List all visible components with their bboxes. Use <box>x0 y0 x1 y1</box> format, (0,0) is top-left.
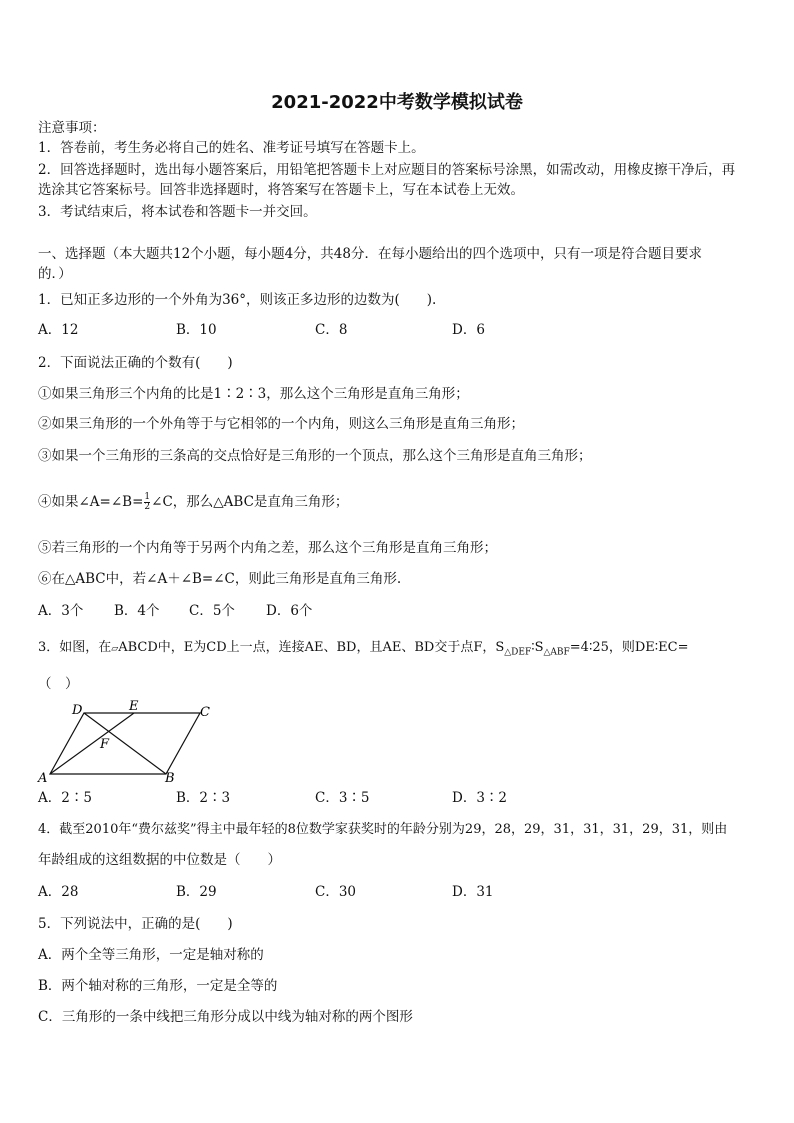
label-e: E <box>129 699 139 714</box>
q3-option-a[interactable]: A．2∶5 <box>38 790 92 806</box>
label-a: A <box>38 771 48 786</box>
q2-option-b[interactable]: B．4个 <box>114 603 160 619</box>
q3-option-c[interactable]: C．3∶5 <box>315 790 370 806</box>
q2-stem: 2．下面说法正确的个数有( ) <box>38 355 233 371</box>
segment-ae <box>50 713 134 774</box>
q2-s4-post: ∠C，那么△ABC是直角三角形； <box>151 494 349 510</box>
exam-title: 2021-2022中考数学模拟试卷 <box>271 92 523 113</box>
segment-bd <box>84 713 166 774</box>
q2-statement-5: ⑤若三角形的一个内角等于另两个内角之差，那么这个三角形是直角三角形； <box>38 540 497 556</box>
q2-options <box>38 601 738 621</box>
area-symbol-1: S <box>495 640 505 655</box>
label-c: C <box>200 705 210 720</box>
q3-stem-mid: ABCD中，E为CD上一点，连接AE、BD，且AE、BD交于点F， <box>118 640 496 655</box>
parallelogram-icon: ▱ <box>111 644 119 654</box>
q3-stem-pre: 3．如图，在 <box>38 640 112 655</box>
ratio-sep: ∶ <box>531 640 535 655</box>
notice-heading: 注意事项： <box>38 120 106 136</box>
fraction-denominator: 2 <box>144 502 151 512</box>
notice-item-3: 3．考试结束后，将本试卷和答题卡一并交回。 <box>38 204 317 220</box>
q2-option-d[interactable]: D．6个 <box>266 603 313 619</box>
q2-option-a[interactable]: A．3个 <box>38 603 84 619</box>
q3-answer-paren: （ ） <box>38 676 79 692</box>
q2-option-c[interactable]: C．5个 <box>189 603 235 619</box>
parallelogram-figure <box>34 696 224 788</box>
q1-stem: 1．已知正多边形的一个外角为36°，则该正多边形的边数为( ). <box>38 292 437 308</box>
q4-options <box>38 882 738 902</box>
q4-option-b[interactable]: B．29 <box>176 884 217 900</box>
q1-option-c[interactable]: C．8 <box>315 322 348 338</box>
q2-s4-pre: ④如果∠A=∠B= <box>38 494 144 510</box>
label-b: B <box>165 771 175 786</box>
section-heading: 一、选择题（本大题共12个小题，每小题4分，共48分．在每小题给出的四个选项中，只有一项是符合题目要求 <box>38 246 702 262</box>
notice-item-1: 1．答卷前，考生务必将自己的姓名、准考证号填写在答题卡上。 <box>38 140 425 156</box>
q1-option-d[interactable]: D．6 <box>452 322 485 338</box>
ratio-value: =4∶25 <box>569 640 609 655</box>
fraction-numerator: 1 <box>144 492 151 502</box>
q4-stem: 4．截至2010年“费尔兹奖”得主中最年轻的8位数学家获奖时的年龄分别为29，28，29，31，31，31，29，31，则由 <box>38 822 728 837</box>
q3-option-d[interactable]: D．3∶2 <box>452 790 508 806</box>
q5-option-b[interactable]: B．两个轴对称的三角形，一定是全等的 <box>38 978 278 994</box>
q3-stem-post: ，则DE∶EC= <box>608 640 689 655</box>
q5-option-c[interactable]: C．三角形的一条中线把三角形分成以中线为轴对称的两个图形 <box>38 1009 413 1025</box>
label-f: F <box>100 737 110 752</box>
fraction-half <box>144 493 150 512</box>
q2-statement-3: ③如果一个三角形的三条高的交点恰好是三角形的一个顶点，那么这个三角形是直角三角形； <box>38 448 592 464</box>
q2-statement-6: ⑥在△ABC中，若∠A＋∠B=∠C，则此三角形是直角三角形. <box>38 571 402 587</box>
area-sub-abf: △ABF <box>543 647 570 658</box>
q3-stem <box>38 638 764 663</box>
q3-options <box>38 788 738 808</box>
area-sub-def: △DEF <box>504 647 532 658</box>
area-symbol-2: S <box>534 640 544 655</box>
q3-option-b[interactable]: B．2∶3 <box>176 790 231 806</box>
q2-statement-4 <box>38 492 764 512</box>
q4-stem-cont: 年龄组成的这组数据的中位数是（ ） <box>38 852 281 868</box>
section-heading-cont: 的．） <box>38 266 72 282</box>
q1-options <box>38 320 738 340</box>
q1-option-a[interactable]: A．12 <box>38 322 79 338</box>
q2-statement-1: ①如果三角形三个内角的比是1∶2∶3，那么这个三角形是直角三角形； <box>38 386 469 402</box>
q5-stem: 5．下列说法中，正确的是( ) <box>38 916 233 932</box>
q4-option-d[interactable]: D．31 <box>452 884 494 900</box>
label-d: D <box>72 703 83 718</box>
q4-option-c[interactable]: C．30 <box>315 884 357 900</box>
notice-item-2: 2．回答选择题时，选出每小题答案后，用铅笔把答题卡上对应题目的答案标号涂黑，如需改动，用橡皮擦干净后，再 <box>38 162 736 178</box>
q4-option-a[interactable]: A．28 <box>38 884 79 900</box>
q5-option-a[interactable]: A．两个全等三角形，一定是轴对称的 <box>38 947 264 963</box>
q2-statement-2: ②如果三角形的一个外角等于与它相邻的一个内角，则这么三角形是直角三角形； <box>38 416 524 432</box>
notice-item-2-cont: 选涂其它答案标号。回答非选择题时，将答案写在答题卡上，写在本试卷上无效。 <box>38 182 524 198</box>
q1-option-b[interactable]: B．10 <box>176 322 217 338</box>
